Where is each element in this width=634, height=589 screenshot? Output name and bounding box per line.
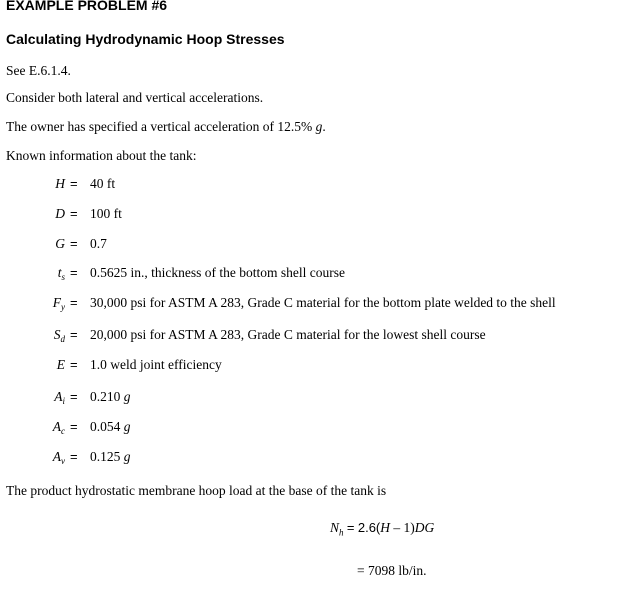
symbol-letter: S xyxy=(53,327,61,342)
equals-sign: = xyxy=(70,327,78,342)
known-intro: Known information about the tank: xyxy=(6,148,197,163)
equals-sign: = xyxy=(70,449,78,464)
known-item-value xyxy=(90,236,107,252)
equals-sign: = xyxy=(70,236,78,251)
known-item-symbol xyxy=(27,389,65,406)
symbol-subscript: c xyxy=(61,426,65,436)
formula-lhs: N xyxy=(330,520,340,535)
value-text: 0.125 xyxy=(90,449,124,464)
hoop-load-formula xyxy=(330,520,434,538)
formula-rhs-dg: DG xyxy=(414,520,435,535)
known-item-value xyxy=(90,295,556,311)
known-item-value xyxy=(90,357,222,373)
formula-rhs-h: H xyxy=(380,520,391,535)
symbol-subscript: d xyxy=(60,334,65,344)
symbol-letter: A xyxy=(52,419,61,434)
see-reference: See E.6.1.4. xyxy=(6,63,71,78)
known-item-row xyxy=(0,206,634,224)
equals-sign: = xyxy=(70,176,78,191)
value-text: 0.5625 in., thickness of the bottom shell course xyxy=(90,265,345,280)
value-text: 30,000 psi for ASTM A 283, Grade C material for the bottom plate welded to the shell xyxy=(90,295,556,310)
equals-sign: = xyxy=(70,357,78,372)
known-item-symbol xyxy=(27,236,65,252)
known-item-row xyxy=(0,265,634,283)
value-text: 100 ft xyxy=(90,206,122,221)
owner-text: The owner has specified a vertical acceleration of 12.5% xyxy=(6,119,316,134)
known-item-symbol xyxy=(27,327,65,344)
known-item-symbol xyxy=(27,176,65,192)
symbol-letter: t xyxy=(57,265,62,280)
equals-sign: = xyxy=(70,419,78,434)
equals-sign: = xyxy=(70,206,78,221)
consider-paragraph: Consider both lateral and vertical accelerations. xyxy=(6,90,264,105)
symbol-letter: F xyxy=(52,295,61,310)
known-item-value xyxy=(90,327,486,343)
symbol-subscript: v xyxy=(61,456,65,466)
known-item-symbol xyxy=(27,357,65,373)
known-item-row xyxy=(0,389,634,407)
known-item-row xyxy=(0,176,634,194)
symbol-letter: G xyxy=(55,236,65,251)
known-item-value xyxy=(90,389,131,405)
owner-suffix: . xyxy=(322,119,326,134)
section-title: Calculating Hydrodynamic Hoop Stresses xyxy=(6,31,285,47)
equals-sign: = xyxy=(70,265,78,280)
example-heading: EXAMPLE PROBLEM #6 xyxy=(6,0,168,13)
known-item-row xyxy=(0,295,634,313)
value-text: 0.7 xyxy=(90,236,107,251)
known-item-value xyxy=(90,265,345,281)
product-paragraph: The product hydrostatic membrane hoop load at the base of the tank is xyxy=(6,483,387,498)
symbol-subscript: s xyxy=(61,272,65,282)
known-item-symbol xyxy=(27,419,65,436)
known-item-row xyxy=(0,236,634,254)
owner-g-symbol: g xyxy=(315,119,323,134)
known-item-row xyxy=(0,327,634,345)
known-item-symbol xyxy=(27,449,65,466)
equals-sign: = xyxy=(70,295,78,310)
owner-paragraph xyxy=(6,119,326,135)
value-g-unit: g xyxy=(123,419,131,434)
symbol-letter: D xyxy=(55,206,65,221)
known-item-value xyxy=(90,449,131,465)
symbol-letter: A xyxy=(52,449,61,464)
known-item-symbol xyxy=(27,295,65,312)
formula-equals: = xyxy=(346,520,355,535)
known-item-value xyxy=(90,176,115,192)
formula-rhs-a: 2.6( xyxy=(357,520,381,535)
symbol-letter: H xyxy=(55,176,65,191)
known-item-row xyxy=(0,419,634,437)
known-item-row xyxy=(0,449,634,467)
symbol-letter: E xyxy=(56,357,65,372)
value-text: 0.054 xyxy=(90,419,124,434)
known-item-symbol xyxy=(27,206,65,222)
value-text: 0.210 xyxy=(90,389,124,404)
hoop-load-result: = 7098 lb/in. xyxy=(357,563,427,578)
formula-rhs-b: – 1) xyxy=(390,520,415,535)
known-item-symbol xyxy=(27,265,65,282)
value-g-unit: g xyxy=(123,389,131,404)
value-text: 1.0 weld joint efficiency xyxy=(90,357,222,372)
value-text: 40 ft xyxy=(90,176,116,191)
known-item-value xyxy=(90,206,122,222)
known-item-value xyxy=(90,419,131,435)
symbol-letter: A xyxy=(54,389,63,404)
symbol-subscript: y xyxy=(61,302,65,312)
known-item-row xyxy=(0,357,634,375)
symbol-subscript: i xyxy=(62,396,65,406)
value-g-unit: g xyxy=(123,449,131,464)
equals-sign: = xyxy=(70,389,78,404)
value-text: 20,000 psi for ASTM A 283, Grade C material for the lowest shell course xyxy=(90,327,486,342)
formula-lhs-sub: h xyxy=(339,527,344,538)
